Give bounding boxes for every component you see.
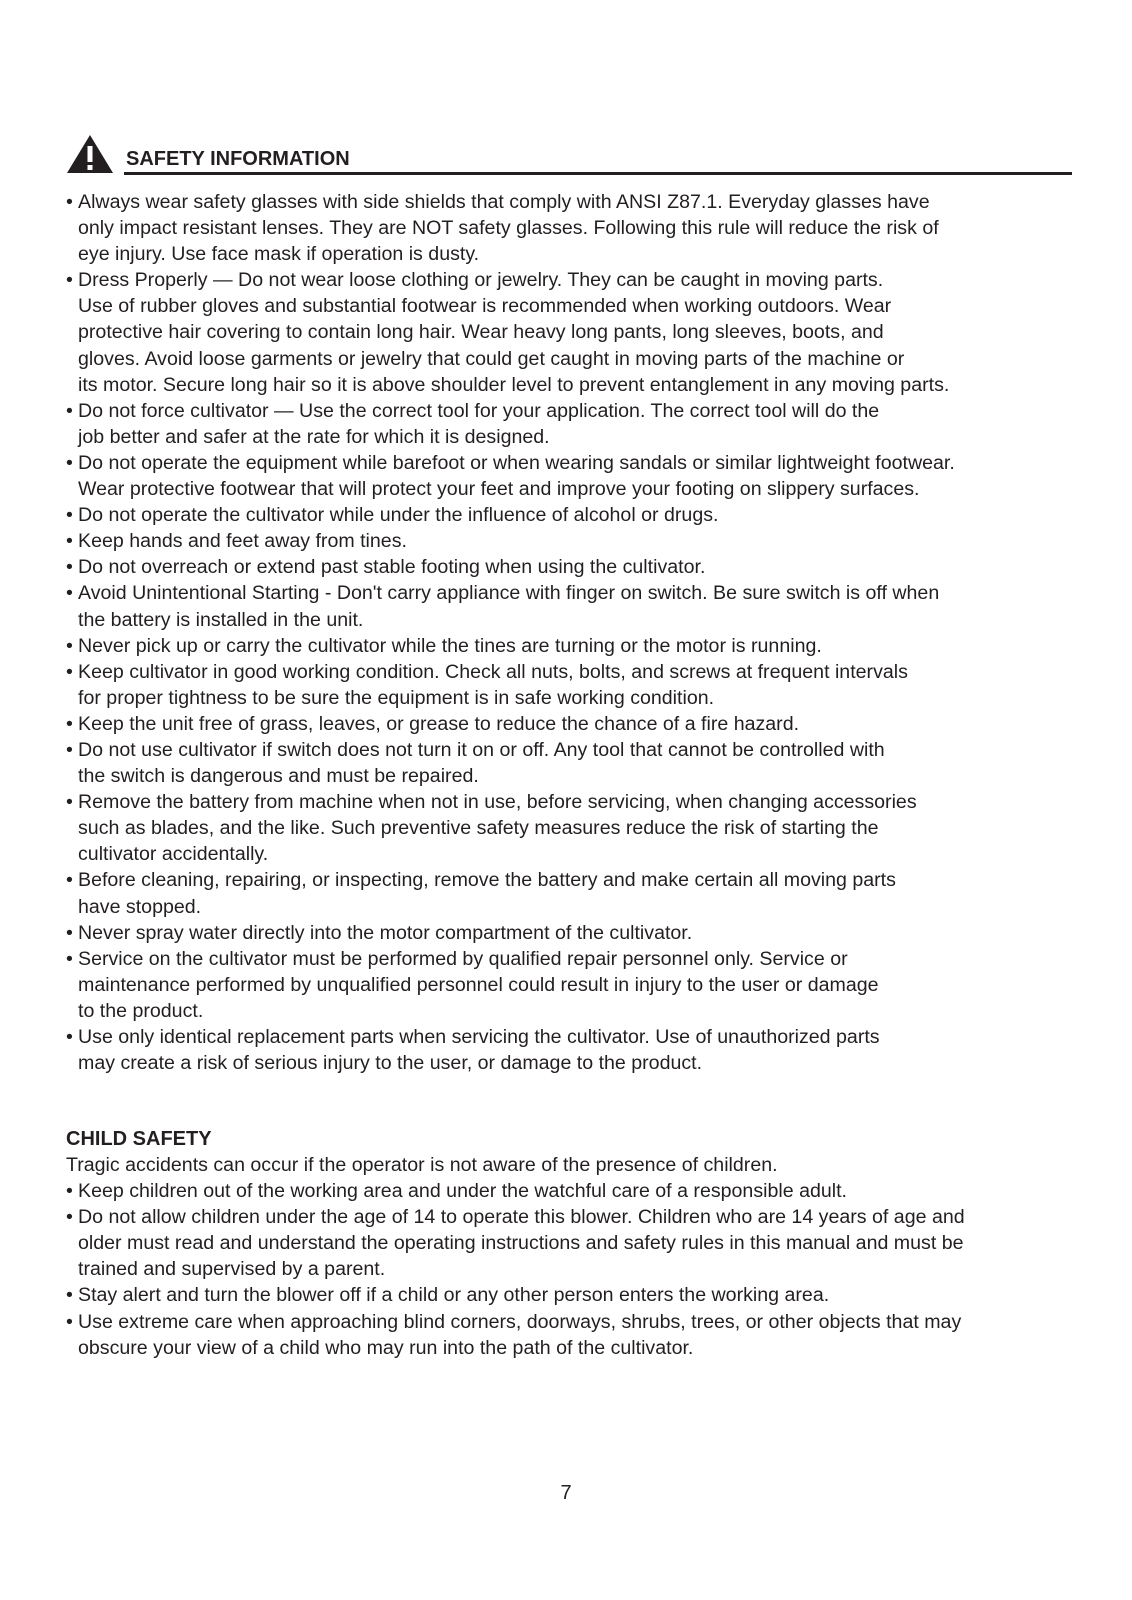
list-item-line: Never spray water directly into the motor compartment of the cultivator. xyxy=(78,921,693,944)
list-item xyxy=(66,659,1076,711)
list-item-line: Keep cultivator in good working condition. Check all nuts, bolts, and screws at frequent intervals xyxy=(78,660,908,683)
list-item-line: eye injury. Use face mask if operation is dusty. xyxy=(78,243,480,266)
list-item xyxy=(66,867,1076,919)
list-item-line: Stay alert and turn the blower off if a child or any other person enters the working area. xyxy=(78,1284,830,1307)
list-item-line: for proper tightness to be sure the equipment is in safe working condition. xyxy=(78,686,715,709)
list-item-line: protective hair covering to contain long hair. Wear heavy long pants, long sleeves, boots, and xyxy=(78,321,884,344)
section-title: SAFETY INFORMATION xyxy=(126,148,350,170)
bullet-marker: • xyxy=(66,791,73,814)
list-item-line: Use only identical replacement parts when servicing the cultivator. Use of unauthorized parts xyxy=(78,1026,880,1048)
list-item xyxy=(66,633,1076,659)
bullet-marker: • xyxy=(66,869,73,892)
list-item xyxy=(66,554,1076,580)
child-safety-list xyxy=(66,1178,1076,1361)
list-item-line: its motor. Secure long hair so it is above shoulder level to prevent entanglement in any moving parts. xyxy=(78,373,950,396)
bullet-marker: • xyxy=(66,738,73,761)
list-item-line: Do not allow children under the age of 14 to operate this blower. Children who are 14 years of age and xyxy=(78,1206,965,1229)
section-header xyxy=(66,130,1072,176)
list-item xyxy=(66,528,1076,554)
list-item xyxy=(66,450,1076,502)
bullet-marker: • xyxy=(66,1026,73,1048)
bullet-marker: • xyxy=(66,712,73,735)
list-item-line: Do not force cultivator — Use the correct tool for your application. The correct tool will do the xyxy=(78,399,880,422)
list-item-line: Do not use cultivator if switch does not turn it on or off. Any tool that cannot be controlled with xyxy=(78,738,885,761)
list-item-line: may create a risk of serious injury to the user, or damage to the product. xyxy=(78,1052,703,1075)
list-item-line: the switch is dangerous and must be repaired. xyxy=(78,765,479,788)
list-item-line: Keep children out of the working area and under the watchful care of a responsible adult. xyxy=(78,1180,847,1203)
bullet-marker: • xyxy=(66,530,73,553)
list-item-line: Service on the cultivator must be performed by qualified repair personnel only. Service or xyxy=(78,947,848,970)
list-item-line: Do not overreach or extend past stable footing when using the cultivator. xyxy=(78,556,706,579)
list-item xyxy=(66,398,1076,450)
list-item-line: such as blades, and the like. Such preventive safety measures reduce the risk of starting the xyxy=(78,817,879,840)
bullet-marker: • xyxy=(66,582,73,605)
list-item xyxy=(66,1204,1076,1282)
list-item-line: Keep the unit free of grass, leaves, or grease to reduce the chance of a fire hazard. xyxy=(78,712,800,735)
bullet-marker: • xyxy=(66,1180,73,1203)
bullet-marker: • xyxy=(66,921,73,944)
bullet-marker: • xyxy=(66,191,73,213)
bullet-marker: • xyxy=(66,504,73,527)
bullet-marker: • xyxy=(66,399,73,422)
list-item xyxy=(66,1178,1076,1204)
list-item xyxy=(66,502,1076,528)
list-item xyxy=(66,580,1076,632)
child-safety-section xyxy=(66,1126,1076,1361)
safety-list xyxy=(66,189,1076,1076)
list-item xyxy=(66,789,1076,867)
bullet-marker: • xyxy=(66,1284,73,1307)
list-item-line: Avoid Unintentional Starting - Don't carry appliance with finger on switch. Be sure switch is off when xyxy=(78,582,940,605)
list-item-line: cultivator accidentally. xyxy=(78,843,269,866)
page-number: 7 xyxy=(560,1482,572,1504)
list-item-line: Keep hands and feet away from tines. xyxy=(78,530,407,553)
list-item-line: Wear protective footwear that will protect your feet and improve your footing on slippery surfaces. xyxy=(78,478,920,501)
child-safety-intro: Tragic accidents can occur if the operator is not aware of the presence of children. xyxy=(66,1154,778,1176)
list-item-line: Use of rubber gloves and substantial footwear is recommended when working outdoors. Wear xyxy=(78,295,892,318)
bullet-marker: • xyxy=(66,556,73,579)
list-item-line: trained and supervised by a parent. xyxy=(78,1258,386,1281)
list-item-line: Before cleaning, repairing, or inspecting, remove the battery and make certain all moving parts xyxy=(78,869,896,892)
list-item-line: only impact resistant lenses. They are NOT safety glasses. Following this rule will reduce the risk of xyxy=(78,217,939,240)
list-item xyxy=(66,920,1076,946)
bullet-marker: • xyxy=(66,269,73,292)
list-item-line: older must read and understand the operating instructions and safety rules in this manual and must be xyxy=(78,1232,964,1255)
list-item-line: Always wear safety glasses with side shields that comply with ANSI Z87.1. Everyday glasses have xyxy=(78,191,930,213)
list-item xyxy=(66,267,1076,397)
list-item-line: job better and safer at the rate for which it is designed. xyxy=(78,425,550,448)
bullet-marker: • xyxy=(66,634,73,657)
list-item xyxy=(66,711,1076,737)
list-item-line: Dress Properly — Do not wear loose clothing or jewelry. They can be caught in moving parts. xyxy=(78,269,884,292)
list-item-line: Never pick up or carry the cultivator while the tines are turning or the motor is running. xyxy=(78,634,822,657)
list-item-line: have stopped. xyxy=(78,895,202,918)
list-item xyxy=(66,946,1076,1024)
bullet-marker: • xyxy=(66,947,73,970)
list-item-line: to the product. xyxy=(78,999,204,1022)
list-item xyxy=(66,1309,1076,1361)
list-item xyxy=(66,189,1076,267)
header-rule xyxy=(124,172,1072,175)
list-item-line: Use extreme care when approaching blind corners, doorways, shrubs, trees, or other objects that may xyxy=(78,1310,962,1333)
list-item-line: maintenance performed by unqualified personnel could result in injury to the user or damage xyxy=(78,973,879,996)
list-item-line: Do not operate the cultivator while under the influence of alcohol or drugs. xyxy=(78,504,719,527)
bullet-marker: • xyxy=(66,451,73,474)
child-safety-title: CHILD SAFETY xyxy=(66,1128,212,1150)
list-item-line: the battery is installed in the unit. xyxy=(78,608,364,631)
bullet-marker: • xyxy=(66,1310,73,1333)
list-item xyxy=(66,1282,1076,1308)
list-item-line: Remove the battery from machine when not in use, before servicing, when changing accessories xyxy=(78,791,917,814)
warning-triangle-icon xyxy=(66,134,114,174)
bullet-marker: • xyxy=(66,660,73,683)
list-item-line: Do not operate the equipment while barefoot or when wearing sandals or similar lightweight footwear. xyxy=(78,451,955,474)
bullet-marker: • xyxy=(66,1206,73,1229)
list-item-line: obscure your view of a child who may run into the path of the cultivator. xyxy=(78,1336,694,1359)
list-item xyxy=(66,1024,1076,1076)
list-item-line: gloves. Avoid loose garments or jewelry that could get caught in moving parts of the machine or xyxy=(78,347,905,370)
list-item xyxy=(66,737,1076,789)
